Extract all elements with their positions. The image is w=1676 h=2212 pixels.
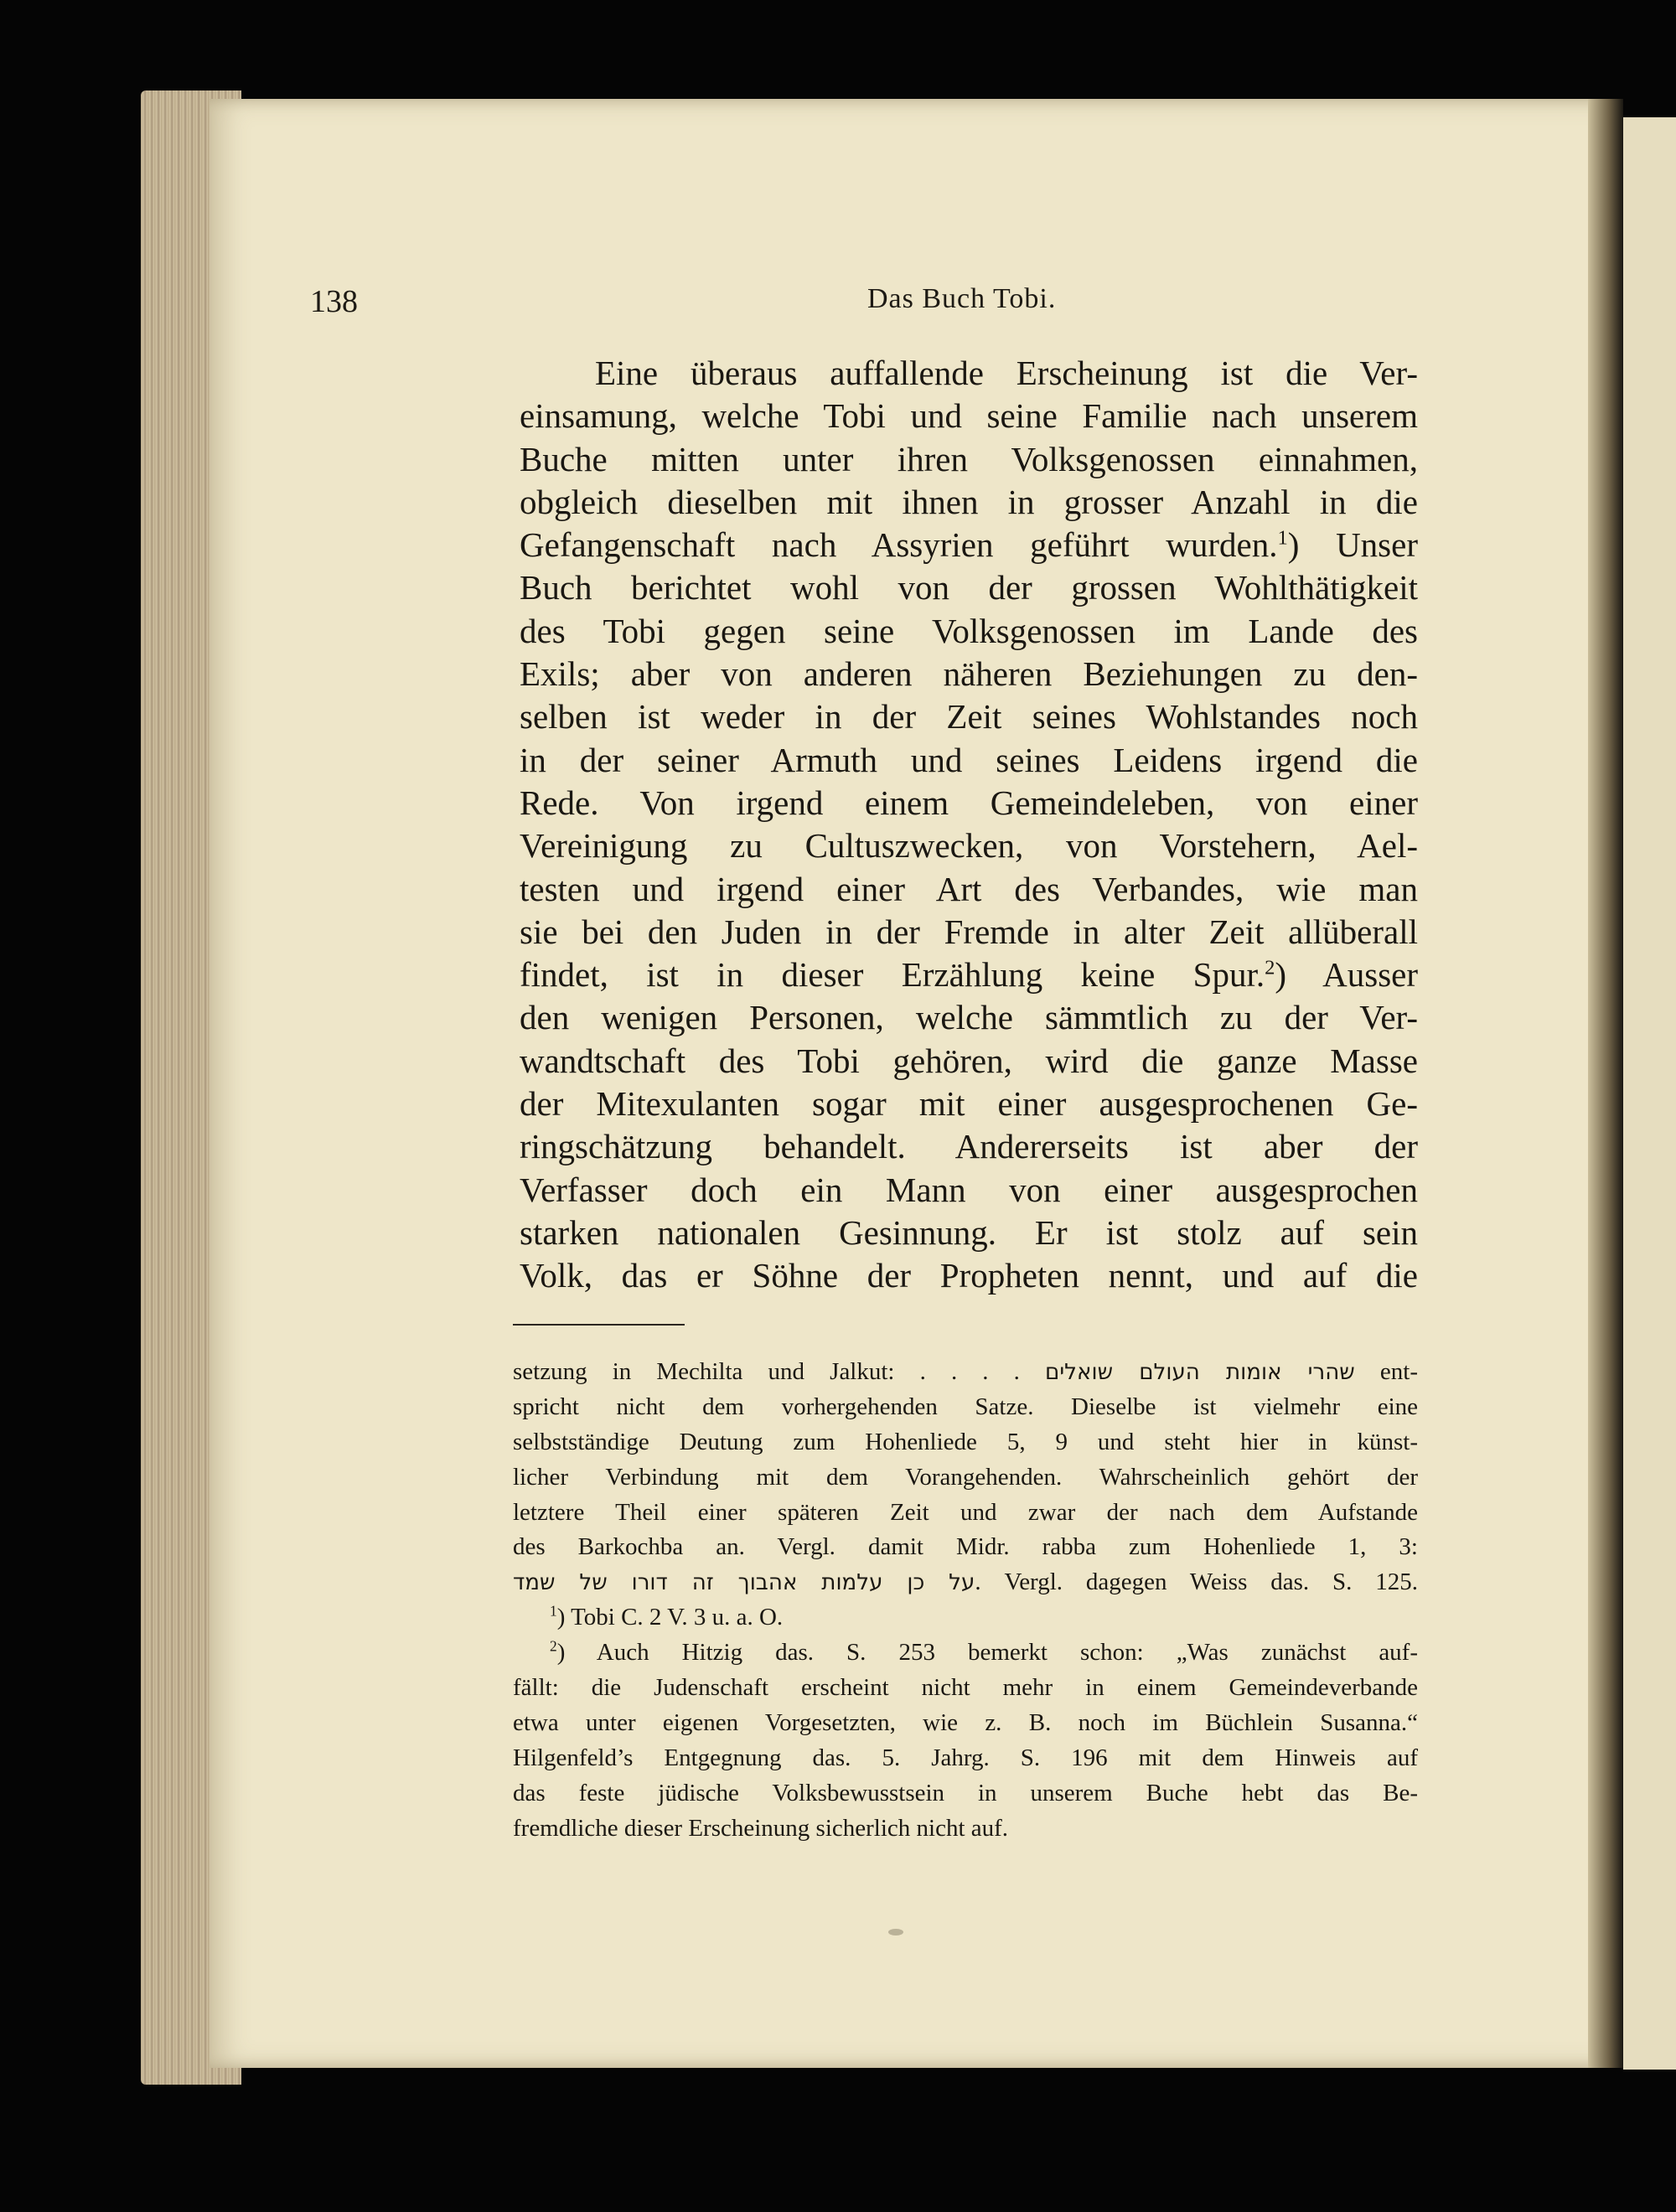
footnote-2: $^2$) Auch Hitzig das. S. 253 bemerkt schon: „Was zunächst auf- bbox=[550, 1637, 1418, 1667]
footnote-line: licher Verbindung mit dem Vorangehenden. Wahrscheinlich gehört der bbox=[513, 1463, 1418, 1491]
footnote-ref-1: 1 bbox=[1277, 526, 1288, 550]
text-line: Buche mitten unter ihren Volksgenossen einnahmen, bbox=[520, 439, 1418, 478]
footnote-ref-2: 2 bbox=[1265, 956, 1275, 979]
footnote-line: das feste jüdische Volksbewusstsein in unserem Buche hebt das Be- bbox=[513, 1779, 1418, 1806]
book-gutter bbox=[1588, 99, 1623, 2068]
footnotes bbox=[513, 1355, 1418, 1846]
facing-page-edge bbox=[1623, 117, 1676, 2070]
footnote-line: Hilgenfeld’s Entgegnung das. 5. Jahrg. S. 196 mit dem Hinweis auf bbox=[513, 1744, 1418, 1771]
hebrew-quote: על כן עלמות אהבוך זה דורו של שמד bbox=[513, 1570, 975, 1596]
footnote-line: selbstständige Deutung zum Hohenliede 5, 9 und steht hier in künst- bbox=[513, 1428, 1418, 1455]
text-line: testen und irgend einer Art des Verbandes, wie man bbox=[520, 869, 1418, 908]
text-line: wandtschaft des Tobi gehören, wird die ganze Masse bbox=[520, 1041, 1418, 1080]
footnote-line: fällt: die Judenschaft erscheint nicht mehr in einem Gemeindeverbande bbox=[513, 1674, 1418, 1702]
footnote-line: setzung in Mechilta und Jalkut: . . . . שהרי אומות העולם שואלים ent- bbox=[513, 1358, 1418, 1385]
text-line: in der seiner Armuth und seines Leidens irgend die bbox=[520, 740, 1418, 779]
body-text bbox=[520, 352, 1418, 1298]
text-line: sie bei den Juden in der Fremde in alter Zeit allüberall bbox=[520, 912, 1418, 951]
text-line: Rede. Von irgend einem Gemeindeleben, von einer bbox=[520, 783, 1418, 822]
hebrew-quote: שהרי אומות העולם שואלים bbox=[1045, 1360, 1355, 1385]
footnote-1: $^1$) Tobi C. 2 V. 3 u. a. O. bbox=[550, 1602, 784, 1631]
footnote-line: letztere Theil einer späteren Zeit und zwar der nach dem Aufstande bbox=[513, 1498, 1418, 1526]
running-head bbox=[0, 283, 1676, 333]
ink-smudge bbox=[888, 1929, 903, 1936]
text-line: Buch berichtet wohl von der grossen Wohlthätigkeit bbox=[520, 568, 1418, 607]
text-line: starken nationalen Gesinnung. Er ist stolz auf sein bbox=[520, 1212, 1418, 1252]
text-line: des Tobi gegen seine Volksgenossen im Lande des bbox=[520, 611, 1418, 650]
text-line: Eine überaus auffallende Erscheinung ist die Ver- bbox=[595, 354, 1418, 392]
text-line: ringschätzung behandelt. Andererseits ist aber der bbox=[520, 1127, 1418, 1166]
text-line: den wenigen Personen, welche sämmtlich zu der Ver- bbox=[520, 998, 1418, 1037]
page-number: 138 bbox=[310, 284, 358, 319]
running-title: Das Buch Tobi. bbox=[867, 283, 1057, 314]
text-line: einsamung, welche Tobi und seine Familie nach unserem bbox=[520, 396, 1418, 436]
footnote-line: des Barkochba an. Vergl. damit Midr. rabba zum Hohenliede 1, 3: bbox=[513, 1533, 1418, 1561]
text-line: obgleich dieselben mit ihnen in grosser Anzahl in die bbox=[520, 482, 1418, 521]
footnote-line: fremdliche dieser Erscheinung sicherlich nicht auf. bbox=[513, 1814, 1009, 1842]
footnote-rule bbox=[513, 1324, 685, 1326]
text-line: Verfasser doch ein Mann von einer ausgesprochen bbox=[520, 1170, 1418, 1209]
text-line: Volk, das er Söhne der Propheten nennt, und auf die bbox=[520, 1256, 1418, 1295]
text-line: Exils; aber von anderen näheren Beziehungen zu den- bbox=[520, 654, 1418, 694]
text-line: der Mitexulanten sogar mit einer ausgesprochenen Ge- bbox=[520, 1084, 1418, 1124]
text-line: Vereinigung zu Cultuszwecken, von Vorstehern, Ael- bbox=[520, 826, 1418, 866]
footnote-line: על כן עלמות אהבוך זה דורו של שמד. Vergl. dagegen Weiss das. S. 125. bbox=[513, 1569, 1419, 1596]
text-line: selben ist weder in der Zeit seines Wohlstandes noch bbox=[520, 697, 1418, 736]
footnote-line: etwa unter eigenen Vorgesetzten, wie z. B. noch im Büchlein Susanna.“ bbox=[513, 1708, 1418, 1736]
text-line: Gefangenschaft nach Assyrien geführt wurden.$^1$) Unser bbox=[520, 525, 1418, 565]
text-line: findet, ist in dieser Erzählung keine Spur.$^2$) Ausser bbox=[520, 955, 1418, 995]
footnote-line: spricht nicht dem vorhergehenden Satze. Dieselbe ist vielmehr eine bbox=[513, 1393, 1418, 1420]
